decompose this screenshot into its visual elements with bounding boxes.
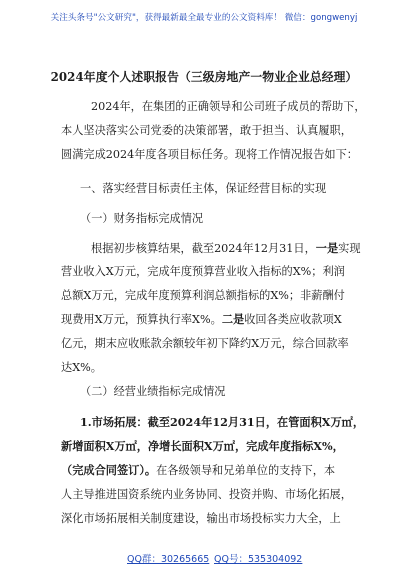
finance-line-6: 达X%。	[61, 361, 102, 374]
section-1-heading: 一、落实经营目标责任主体，保证经营目标的实现	[80, 182, 327, 195]
market-line-2: 新增面积X万㎡，净增长面积X万㎡，完成年度指标X%，	[61, 439, 344, 453]
market-line-1: 1.市场拓展：截至2024年12月31日，在管面积X万㎡，	[80, 415, 365, 429]
finance-line-4	[61, 314, 342, 325]
finance-line-3: 总额X万元，完成年度预算利润总额指标的X%；非薪酬付	[61, 289, 345, 302]
intro-line-1: 2024年，在集团的正确领导和公司班子成员的帮助下，	[91, 100, 366, 113]
intro-line-2: 本人坚决落实公司党委的决策部署，敢于担当、认真履职，	[61, 124, 352, 137]
finance-line-1-emphasis: 一是	[315, 241, 339, 255]
finance-line-4-text: 现费用X万元，预算执行率X%。	[61, 313, 222, 326]
finance-line-5: 亿元，期末应收账款余额较年初下降约X万元，综合回款率	[61, 337, 349, 350]
footer-qq-number-link[interactable]: QQ号：535304092	[214, 554, 303, 565]
finance-line-1	[91, 243, 361, 254]
subsection-1-heading: （一）财务指标完成情况	[80, 212, 204, 225]
footer-qq-group-link[interactable]: QQ群：30265665	[127, 554, 210, 565]
market-line-5: 深化市场拓展相关制度建设，输出市场投标实力大全，上	[61, 512, 341, 525]
market-line-4: 人主导推进国资系统内业务协同、投资并购、市场化拓展，	[61, 488, 352, 501]
market-line-3-emphasis: （完成合同签订）。	[61, 463, 157, 477]
subsection-2-heading: （二）经营业绩指标完成情况	[80, 385, 226, 398]
finance-line-1-text: 根据初步核算结果，截至2024年12月31日，	[91, 242, 316, 255]
finance-line-4-emphasis: 二是	[221, 312, 245, 326]
finance-line-4-tail: 收回各类应收款项X	[244, 313, 342, 326]
market-line-3-text: 在各级领导和兄弟单位的支持下，本	[156, 464, 336, 477]
document-title: 2024年度个人述职报告（三级房地产一物业企业总经理）	[50, 70, 358, 84]
finance-line-2: 营业收入X万元，完成年度预算营业收入指标的X%；利润	[61, 265, 345, 278]
market-line-3	[61, 465, 335, 476]
intro-line-3: 圆满完成2024年度各项目标任务。现将工作情况报告如下：	[61, 148, 358, 161]
finance-line-1-tail: 实现	[338, 242, 361, 255]
header-promo-note: 关注头条号"公文研究"，获得最新最全最专业的公文资料库！ 微信：gongwenyj	[50, 13, 358, 23]
